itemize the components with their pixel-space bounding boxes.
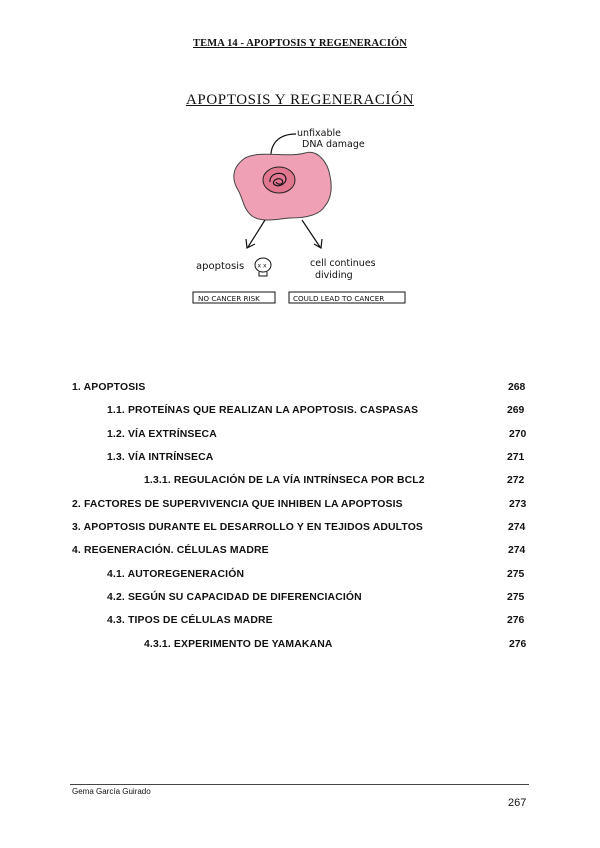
page-number: 267 — [508, 797, 527, 809]
toc-entry-label: 2. FACTORES DE SUPERVIVENCIA QUE INHIBEN LA APOPTOSIS — [72, 499, 403, 510]
toc-entry-label: 1. APOPTOSIS — [72, 382, 146, 393]
skull-icon — [255, 258, 271, 276]
figure-label-no-cancer-risk: NO CANCER RISK — [198, 294, 260, 303]
toc-entry-label: 4.1. AUTOREGENERACIÓN — [107, 569, 245, 580]
toc-entry-label: 1.3. VÍA INTRÍNSECA — [107, 452, 214, 463]
toc-entry-label: 1.3.1. REGULACIÓN DE LA VÍA INTRÍNSECA POR BCL2 — [144, 475, 425, 486]
toc-entry-page: 274 — [508, 522, 526, 533]
toc-entry-label: 4.3.1. EXPERIMENTO DE YAMAKANA — [144, 639, 333, 650]
toc-entry-page: 276 — [507, 615, 525, 626]
toc-entry-label: 4. REGENERACIÓN. CÉLULAS MADRE — [72, 545, 269, 556]
toc-entry-page: 271 — [507, 452, 525, 463]
toc-entry-page: 275 — [507, 569, 525, 580]
footer-divider — [70, 784, 529, 785]
toc-entry-label: 4.2. SEGÚN SU CAPACIDAD DE DIFERENCIACIÓN — [107, 592, 362, 603]
arrow-to-apoptosis — [248, 220, 265, 247]
toc-entry-page: 270 — [509, 429, 527, 440]
footer-author: Gema García Guirado — [72, 787, 151, 796]
toc-entry-page: 272 — [507, 475, 525, 486]
toc-entry-page: 268 — [508, 382, 526, 393]
apoptosis-figure — [190, 120, 415, 315]
toc-entry-page: 276 — [509, 639, 527, 650]
toc-entry-label: 1.2. VÍA EXTRÍNSECA — [107, 429, 217, 440]
toc-entry-page: 274 — [508, 545, 526, 556]
figure-label-dna-damage: DNA damage — [302, 139, 365, 150]
figure-label-dividing: dividing — [315, 270, 353, 281]
toc-entry-label: 4.3. TIPOS DE CÉLULAS MADRE — [107, 615, 273, 626]
figure-label-could-lead-to-cancer: COULD LEAD TO CANCER — [293, 294, 385, 303]
toc-entry-page: 269 — [507, 405, 525, 416]
toc-entry-page: 275 — [507, 592, 525, 603]
running-header: TEMA 14 - APOPTOSIS Y REGENERACIÓN — [193, 38, 407, 49]
toc-entry-label: 1.1. PROTEÍNAS QUE REALIZAN LA APOPTOSIS. CASPASAS — [107, 405, 419, 416]
svg-text:x x: x x — [257, 262, 267, 270]
toc-entry-page: 273 — [509, 499, 527, 510]
figure-label-unfixable: unfixable — [297, 128, 341, 139]
page-title: APOPTOSIS Y REGENERACIÓN — [185, 92, 415, 108]
apoptosis-diagram — [190, 120, 415, 315]
nucleus — [263, 167, 295, 193]
figure-label-cell-continues: cell continues — [310, 258, 376, 269]
arrow-to-dividing — [302, 220, 320, 247]
toc-entry-label: 3. APOPTOSIS DURANTE EL DESARROLLO Y EN TEJIDOS ADULTOS — [72, 522, 424, 533]
figure-label-apoptosis: apoptosis — [196, 261, 245, 272]
